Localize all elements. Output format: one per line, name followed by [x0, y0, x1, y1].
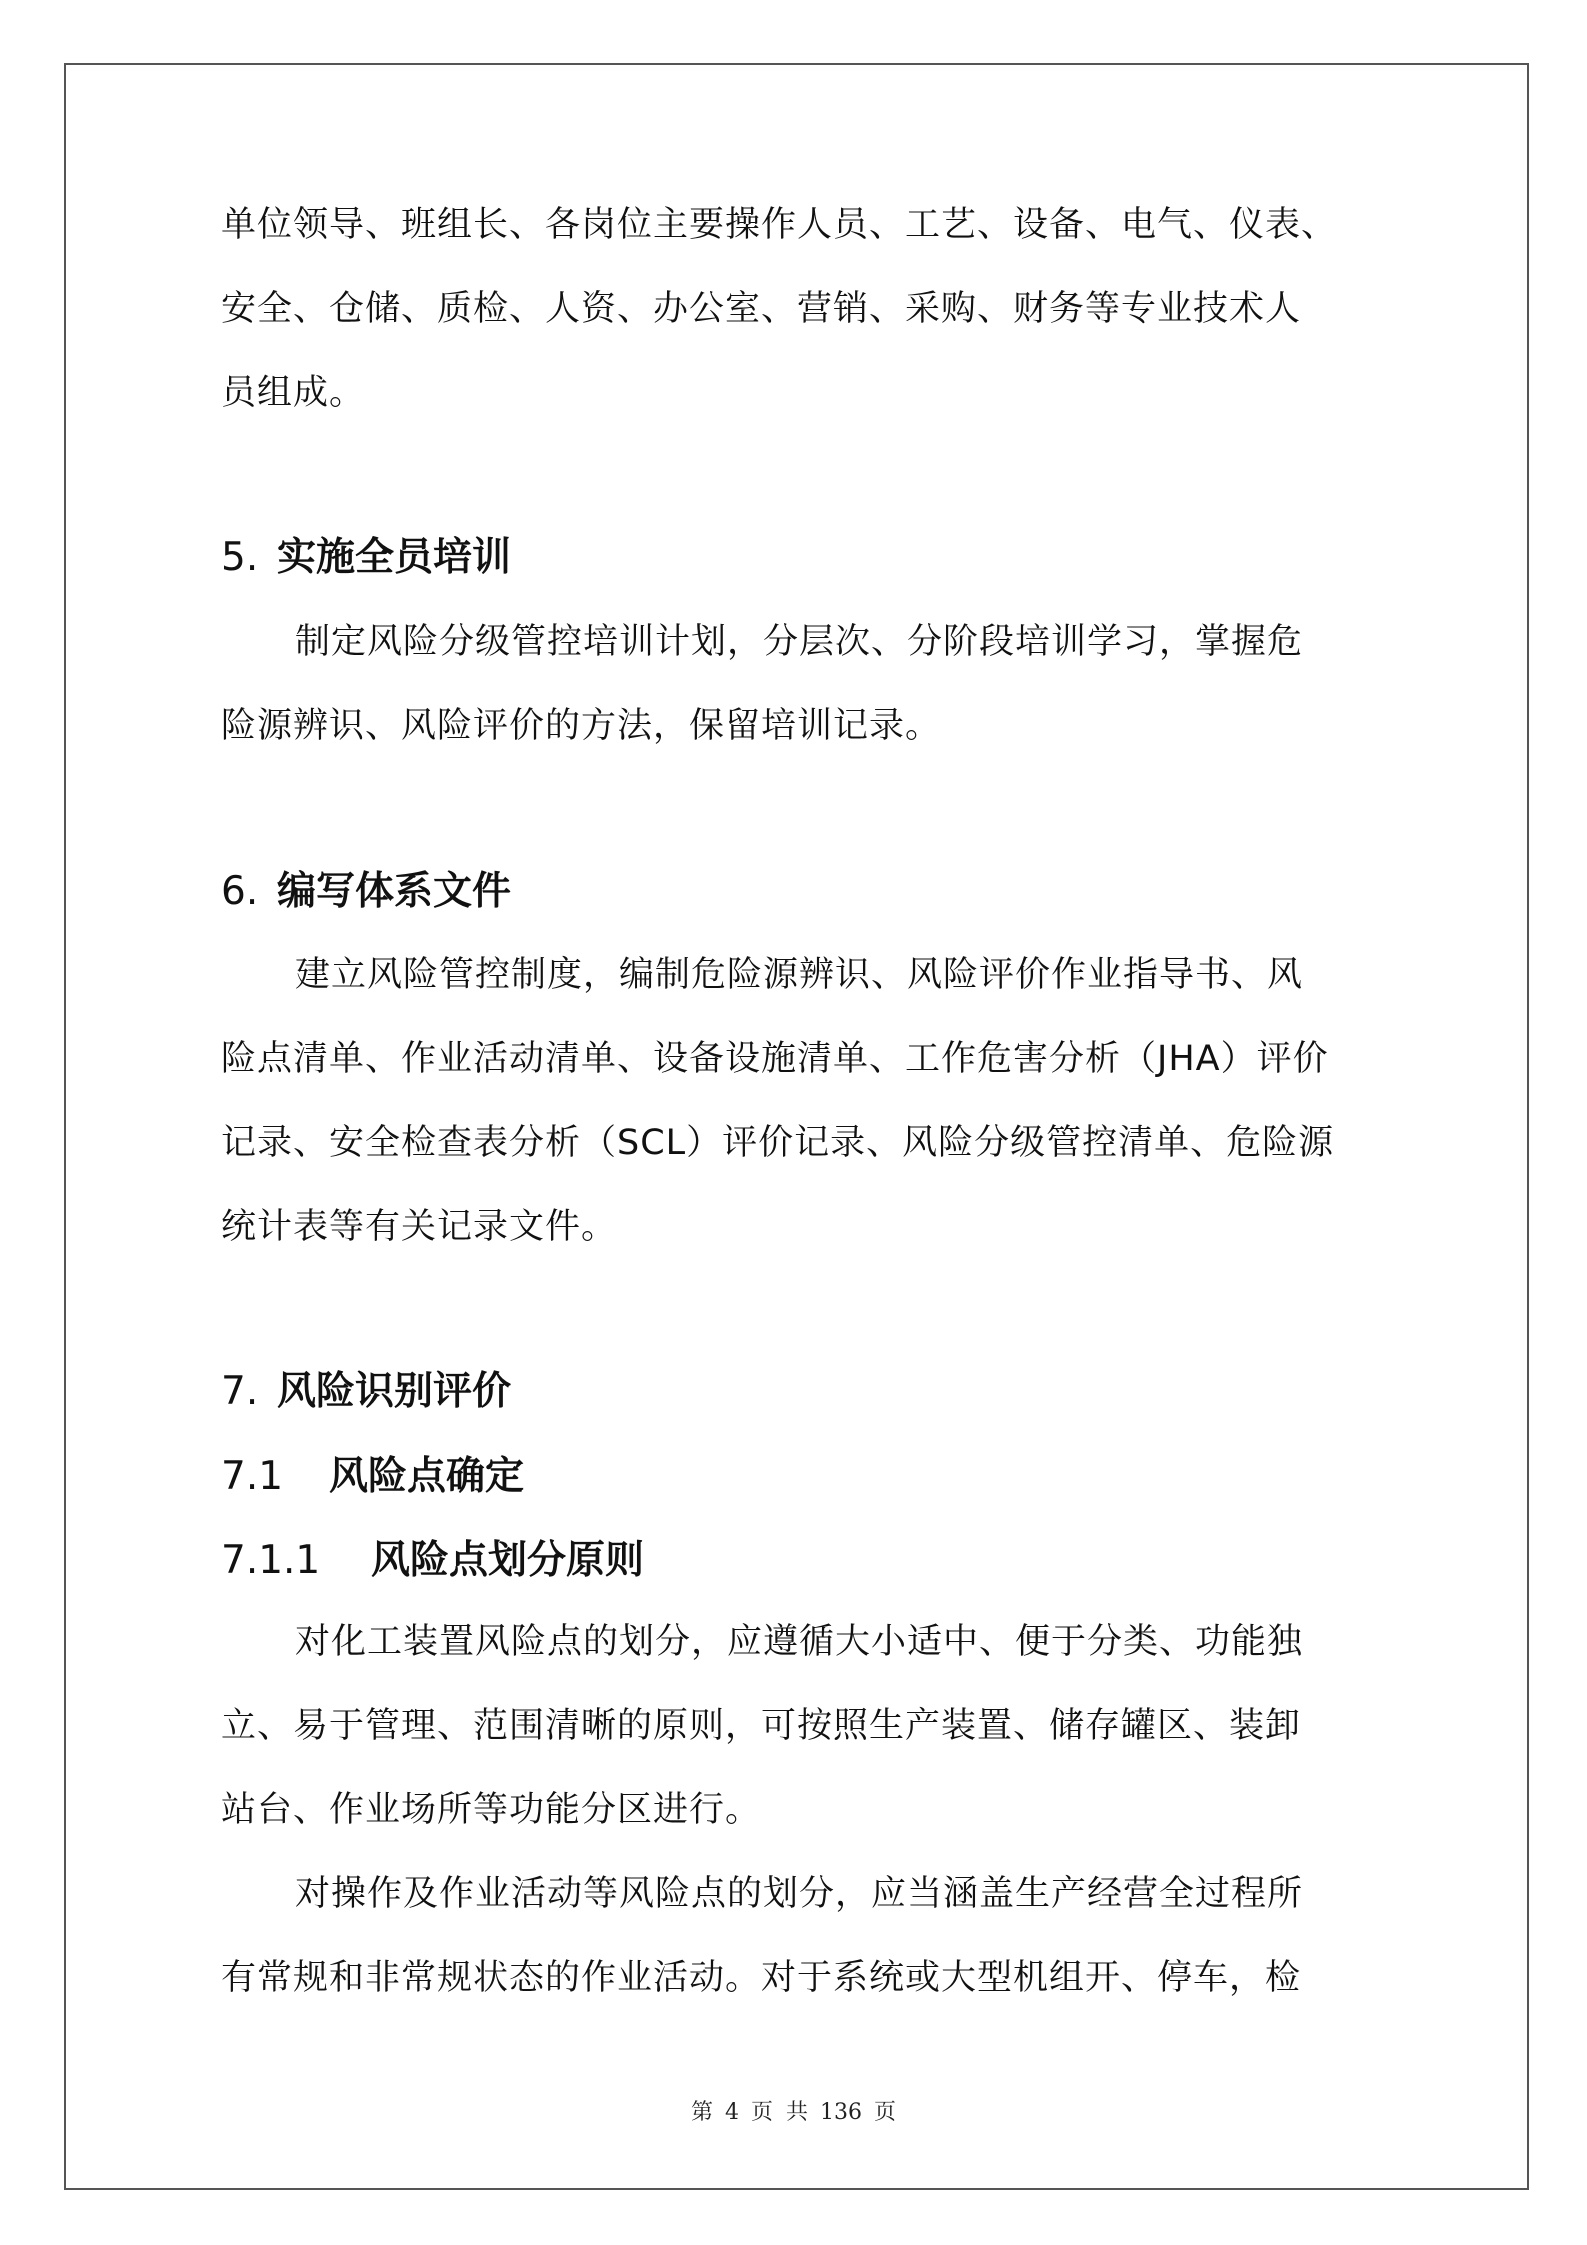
- section-5-heading: [221, 534, 511, 582]
- section-6-heading: [221, 868, 511, 916]
- section-7-1-1-heading: [221, 1537, 644, 1585]
- section-7-1-title: 风险点确定: [329, 1454, 525, 1499]
- intro-line-1: 单位领导、班组长、各岗位主要操作人员、工艺、设备、电气、仪表、: [221, 205, 1338, 245]
- section-6-line-2: 险点清单、作业活动清单、设备设施清单、工作危害分析（JHA）评价: [221, 1039, 1329, 1079]
- section-7-1-1-p2-line-2: 有常规和非常规状态的作业活动。对于系统或大型机组开、停车，检: [221, 1958, 1302, 1998]
- footer-total-pages: 136: [820, 2100, 862, 2125]
- section-5-number: 5.: [221, 535, 259, 580]
- section-7-1-1-p2-line-1: 对操作及作业活动等风险点的划分，应当涵盖生产经营全过程所: [295, 1874, 1304, 1914]
- footer-suffix: 页: [874, 2100, 897, 2125]
- section-6-number: 6.: [221, 869, 259, 914]
- footer-prefix: 第: [690, 2100, 713, 2125]
- section-6-line-1: 建立风险管控制度，编制危险源辨识、风险评价作业指导书、风: [295, 955, 1304, 995]
- page-footer: [0, 2099, 1587, 2127]
- section-7-1-1-p1-line-3: 站台、作业场所等功能分区进行。: [221, 1790, 762, 1830]
- section-7-title: 风险识别评价: [277, 1369, 512, 1414]
- section-7-1-number: 7.1: [221, 1454, 284, 1499]
- footer-middle: 页 共: [751, 2100, 808, 2125]
- section-7-1-1-p1-line-2: 立、易于管理、范围清晰的原则，可按照生产装置、储存罐区、装卸: [221, 1706, 1302, 1746]
- section-7-number: 7.: [221, 1369, 259, 1414]
- intro-line-2: 安全、仓储、质检、人资、办公室、营销、采购、财务等专业技术人: [221, 289, 1302, 329]
- section-7-1-1-title: 风险点划分原则: [371, 1538, 645, 1583]
- section-5-title: 实施全员培训: [277, 535, 512, 580]
- footer-page-number: 4: [725, 2100, 739, 2125]
- intro-line-3: 员组成。: [221, 373, 366, 413]
- section-5-line-2: 险源辨识、风险评价的方法，保留培训记录。: [221, 706, 942, 746]
- section-7-1-1-p1-line-1: 对化工装置风险点的划分，应遵循大小适中、便于分类、功能独: [295, 1622, 1304, 1662]
- section-7-1-1-number: 7.1.1: [221, 1538, 321, 1583]
- section-5-line-1: 制定风险分级管控培训计划，分层次、分阶段培训学习，掌握危: [295, 622, 1304, 662]
- section-6-title: 编写体系文件: [277, 869, 512, 914]
- section-7-heading: [221, 1368, 511, 1416]
- section-6-line-4: 统计表等有关记录文件。: [221, 1207, 618, 1247]
- section-6-line-3: 记录、安全检查表分析（SCL）评价记录、风险分级管控清单、危险源: [221, 1123, 1335, 1163]
- section-7-1-heading: [221, 1453, 524, 1501]
